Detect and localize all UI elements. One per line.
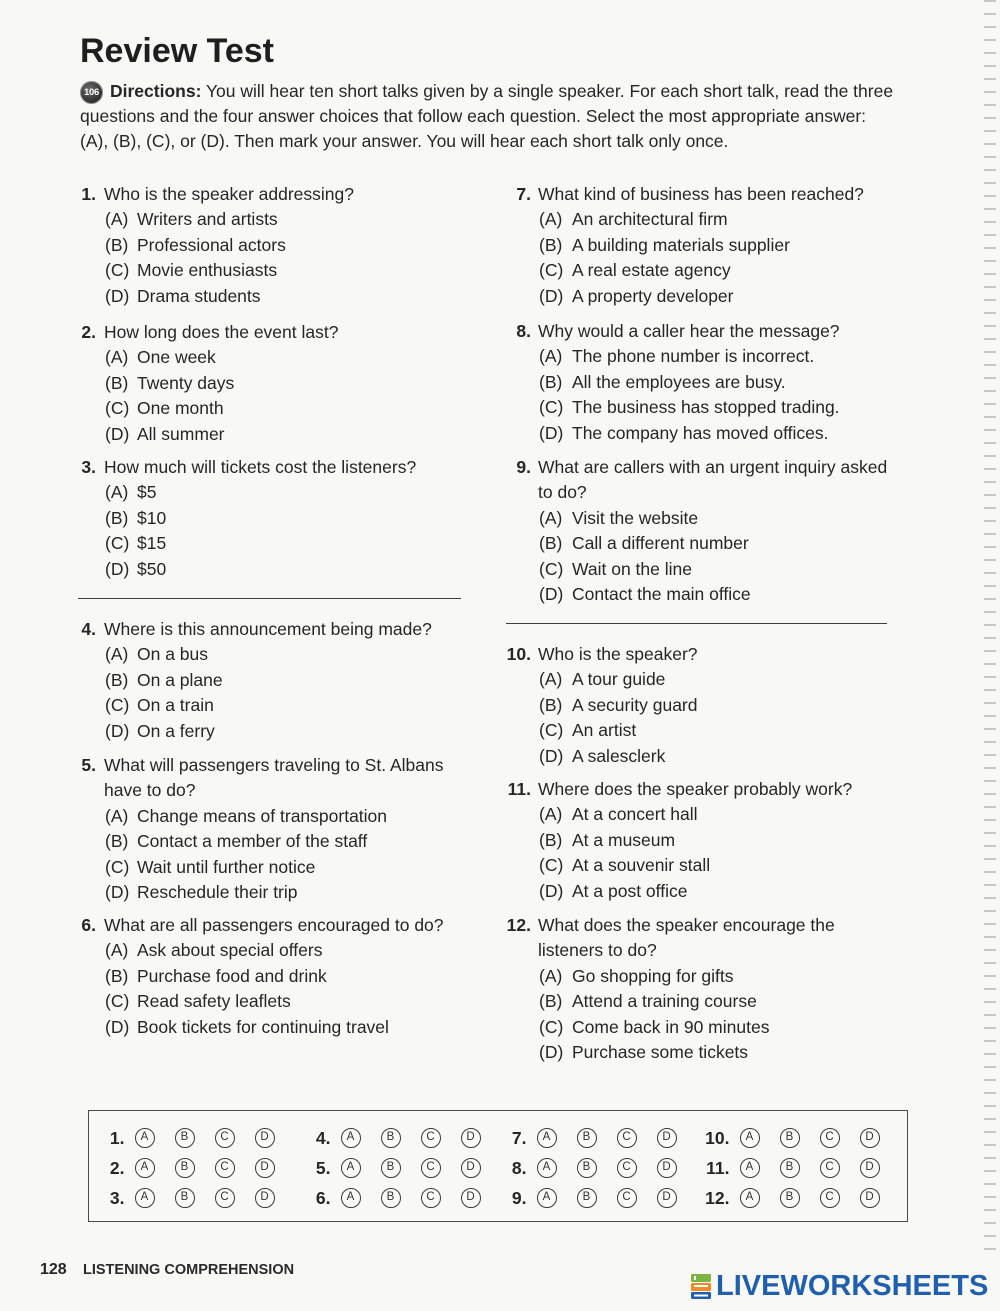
answer-number: 10. [705, 1127, 730, 1148]
option-letter: (A) [539, 965, 563, 986]
question-2 [56, 320, 480, 447]
option-letter: (C) [539, 855, 564, 876]
answer-number: 8. [511, 1157, 527, 1178]
option-text: The phone number is incorrect. [572, 346, 815, 367]
option-c [491, 718, 910, 743]
answer-item-8 [487, 1155, 717, 1181]
answer-number: 6. [315, 1187, 331, 1208]
question-number: 11. [507, 779, 531, 799]
option-text: Contact the main office [572, 584, 751, 604]
liveworksheets-logo-icon [690, 1273, 712, 1300]
option-c [56, 258, 480, 283]
option-letter: (C) [105, 533, 130, 554]
question-11 [491, 777, 910, 904]
option-a [56, 804, 480, 829]
option-text: A building materials supplier [572, 234, 790, 255]
option-letter: (A) [105, 209, 129, 230]
option-letter: (C) [105, 991, 130, 1012]
option-text: Purchase food and drink [137, 965, 327, 986]
answer-bubble-a[interactable]: A [537, 1188, 557, 1208]
directions-label: Directions: [110, 81, 202, 101]
option-letter: (C) [105, 260, 130, 281]
option-text: Reschedule their trip [137, 882, 298, 902]
option-letter: (B) [105, 234, 129, 255]
answer-bubble-b[interactable]: B [577, 1188, 597, 1208]
option-letter: (C) [539, 558, 564, 579]
question-5 [56, 753, 480, 905]
option-letter: (C) [105, 695, 130, 716]
answer-bubble-b[interactable]: B [381, 1128, 401, 1148]
question-text: What will passengers traveling to St. Albans [104, 755, 444, 775]
option-c [491, 853, 910, 878]
option-text: An artist [572, 720, 637, 741]
option-b [56, 506, 480, 531]
option-d [56, 284, 480, 309]
option-letter: (C) [539, 1016, 564, 1037]
option-letter: (B) [105, 669, 129, 690]
question-text: How much will tickets cost the listeners? [104, 457, 417, 477]
option-text: Wait until further notice [137, 856, 316, 877]
option-d [491, 1040, 910, 1065]
question-number: 1. [81, 184, 96, 204]
answer-bubble-c[interactable]: C [215, 1158, 235, 1178]
option-letter: (A) [539, 669, 563, 690]
question-9 [491, 455, 910, 607]
option-text: Contact a member of the staff [137, 831, 368, 852]
option-letter: (A) [539, 507, 563, 528]
answer-bubble-a[interactable]: A [740, 1188, 760, 1208]
question-3 [56, 455, 480, 582]
option-text: $50 [137, 558, 167, 579]
option-c [56, 693, 480, 718]
page-number: 128 [40, 1261, 67, 1278]
option-d [491, 582, 910, 607]
directions-text: You will hear ten short talks given by a single speaker. For each short talk, read the three [205, 81, 894, 101]
option-text: Movie enthusiasts [137, 260, 278, 281]
section-title: LISTENING COMPREHENSION [83, 1262, 295, 1278]
option-letter: (D) [105, 423, 130, 444]
directions-line-3: (A), (B), (C), or (D). Then mark your answer. You will hear each short talk only once. [80, 131, 729, 151]
question-number: 9. [516, 457, 531, 477]
answer-bubble-c[interactable]: C [617, 1128, 637, 1148]
question-8 [491, 319, 910, 446]
answer-bubble-c[interactable]: C [617, 1188, 637, 1208]
question-text: Where is this announcement being made? [104, 619, 432, 639]
option-d [56, 1015, 480, 1040]
question-1 [56, 182, 480, 309]
cd-track-icon [80, 81, 103, 104]
track-number: 106 [84, 87, 99, 98]
option-c [56, 989, 480, 1014]
option-text: On a train [137, 695, 214, 716]
answer-bubble-b[interactable]: B [381, 1158, 401, 1178]
directions-line-1 [110, 79, 893, 104]
answer-bubble-b[interactable]: B [577, 1158, 597, 1178]
option-text: One month [137, 398, 224, 419]
option-letter: (B) [105, 507, 129, 528]
answer-bubble-a[interactable]: A [341, 1188, 361, 1208]
option-letter: (B) [539, 234, 563, 255]
answer-bubble-a[interactable]: A [341, 1128, 361, 1148]
option-letter: (B) [539, 694, 563, 715]
answer-bubble-b[interactable]: B [175, 1128, 195, 1148]
answer-bubble-d[interactable]: D [255, 1188, 275, 1208]
answer-bubble-d[interactable]: D [461, 1158, 481, 1178]
option-text: Go shopping for gifts [572, 965, 734, 986]
section-divider [78, 598, 461, 599]
option-d [56, 422, 480, 447]
option-text: $5 [137, 482, 157, 503]
option-a [56, 207, 480, 232]
option-letter: (B) [105, 831, 129, 852]
answer-bubble-b[interactable]: B [175, 1158, 195, 1178]
option-b [56, 964, 480, 989]
option-text: Read safety leaflets [137, 991, 291, 1012]
option-text: A tour guide [572, 669, 666, 690]
answer-item-7 [487, 1125, 717, 1151]
option-b [491, 989, 910, 1014]
option-a [491, 667, 910, 692]
option-text: A salesclerk [572, 745, 666, 766]
option-a [491, 344, 910, 369]
answer-sheet [88, 1110, 908, 1222]
question-text: Who is the speaker? [538, 644, 698, 664]
answer-bubble-c[interactable]: C [820, 1158, 840, 1178]
answer-item-12 [690, 1185, 920, 1211]
option-c [56, 855, 480, 880]
question-text: listeners to do? [538, 940, 657, 961]
answer-number: 3. [109, 1187, 125, 1208]
option-a [56, 642, 480, 667]
answer-bubble-b[interactable]: B [780, 1158, 800, 1178]
question-4 [56, 617, 480, 744]
answer-number: 9. [511, 1187, 527, 1208]
answer-number: 11. [706, 1157, 730, 1178]
option-text: Writers and artists [137, 209, 278, 230]
page-title: Review Test [80, 32, 275, 70]
option-a [56, 480, 480, 505]
option-c [491, 258, 910, 283]
option-letter: (A) [105, 347, 129, 368]
answer-item-3 [85, 1185, 315, 1211]
option-letter: (B) [539, 829, 563, 850]
question-text: What are callers with an urgent inquiry asked [538, 457, 888, 477]
option-a [56, 345, 480, 370]
option-text: On a bus [137, 644, 209, 665]
option-letter: (B) [105, 965, 129, 986]
answer-bubble-d[interactable]: D [657, 1128, 677, 1148]
option-letter: (D) [539, 1042, 564, 1062]
option-letter: (C) [539, 720, 564, 741]
option-d [491, 284, 910, 309]
question-number: 4. [81, 619, 96, 639]
option-letter: (A) [105, 940, 129, 961]
answer-bubble-d[interactable]: D [860, 1128, 880, 1148]
option-text: On a ferry [137, 720, 215, 741]
option-text: Visit the website [572, 507, 699, 528]
question-number: 12. [506, 915, 531, 935]
answer-bubble-b[interactable]: B [577, 1128, 597, 1148]
option-text: $15 [137, 533, 167, 554]
question-number: 2. [81, 322, 96, 342]
answer-bubble-c[interactable]: C [215, 1128, 235, 1148]
option-b [491, 233, 910, 258]
answer-bubble-d[interactable]: D [255, 1128, 275, 1148]
option-text: Wait on the line [572, 558, 692, 579]
answer-bubble-a[interactable]: A [537, 1128, 557, 1148]
option-text: Purchase some tickets [572, 1042, 749, 1062]
answer-bubble-a[interactable]: A [740, 1128, 760, 1148]
option-text: Drama students [137, 285, 261, 306]
option-text: Come back in 90 minutes [572, 1016, 770, 1037]
option-b [491, 828, 910, 853]
answer-number: 7. [511, 1127, 527, 1148]
binding-edge [984, 0, 996, 1255]
answer-bubble-a[interactable]: A [135, 1128, 155, 1148]
option-letter: (A) [105, 482, 129, 503]
option-b [491, 693, 910, 718]
option-letter: (D) [105, 1016, 130, 1037]
question-number: 7. [516, 184, 531, 204]
question-text: Who is the speaker addressing? [104, 184, 354, 204]
liveworksheets-logo-text[interactable]: LIVEWORKSHEETS [716, 1270, 989, 1302]
option-d [491, 879, 910, 904]
question-6 [56, 913, 480, 1040]
option-letter: (D) [105, 558, 130, 579]
answer-number: 1. [109, 1127, 125, 1148]
question-number: 8. [516, 321, 531, 341]
option-letter: (A) [539, 346, 563, 367]
option-letter: (A) [539, 209, 563, 230]
option-letter: (D) [539, 422, 564, 443]
question-text: What does the speaker encourage the [538, 915, 835, 935]
option-letter: (D) [105, 720, 130, 741]
question-text: How long does the event last? [104, 322, 339, 342]
option-letter: (C) [539, 397, 564, 418]
option-c [491, 1015, 910, 1040]
option-text: A real estate agency [572, 260, 731, 281]
option-letter: (D) [539, 584, 564, 604]
option-text: A security guard [572, 694, 698, 715]
option-b [56, 668, 480, 693]
answer-bubble-c[interactable]: C [820, 1188, 840, 1208]
question-12 [491, 913, 910, 1065]
answer-bubble-a[interactable]: A [537, 1158, 557, 1178]
question-10 [491, 642, 910, 769]
question-text: Why would a caller hear the message? [538, 321, 840, 341]
option-d [491, 421, 910, 446]
answer-bubble-c[interactable]: C [617, 1158, 637, 1178]
option-c [56, 396, 480, 421]
answer-bubble-d[interactable]: D [657, 1188, 677, 1208]
question-text: to do? [538, 482, 587, 503]
answer-bubble-d[interactable]: D [860, 1188, 880, 1208]
question-text: What kind of business has been reached? [538, 184, 864, 204]
question-text: What are all passengers encouraged to do? [104, 915, 444, 935]
option-text: On a plane [137, 669, 223, 690]
option-letter: (A) [105, 805, 129, 826]
answer-bubble-d[interactable]: D [657, 1158, 677, 1178]
option-a [491, 207, 910, 232]
option-text: The company has moved offices. [572, 422, 829, 443]
answer-number: 12. [705, 1187, 730, 1208]
answer-bubble-c[interactable]: C [421, 1158, 441, 1178]
option-b [56, 371, 480, 396]
question-number: 6. [81, 915, 96, 935]
option-d [491, 744, 910, 769]
option-text: At a museum [572, 829, 676, 850]
option-letter: (D) [539, 880, 564, 901]
option-text: Professional actors [137, 234, 286, 255]
option-c [56, 531, 480, 556]
option-letter: (A) [105, 644, 129, 665]
option-letter: (D) [539, 285, 564, 306]
option-text: Twenty days [137, 372, 235, 393]
option-text: At a concert hall [572, 804, 698, 825]
answer-bubble-c[interactable]: C [421, 1188, 441, 1208]
option-text: Change means of transportation [137, 805, 388, 826]
option-text: Ask about special offers [137, 940, 323, 961]
option-letter: (D) [105, 882, 130, 902]
option-text: An architectural firm [572, 209, 728, 230]
directions-line-2: questions and the four answer choices that follow each question. Select the most appropriate answer: [80, 106, 867, 126]
option-letter: (D) [105, 285, 130, 306]
option-text: All summer [137, 423, 225, 444]
option-letter: (C) [105, 398, 130, 419]
answer-bubble-c[interactable]: C [215, 1188, 235, 1208]
answer-bubble-a[interactable]: A [135, 1158, 155, 1178]
option-b [491, 531, 910, 556]
question-7 [491, 182, 910, 309]
answer-bubble-b[interactable]: B [780, 1188, 800, 1208]
option-b [56, 829, 480, 854]
answer-item-10 [690, 1125, 920, 1151]
answer-bubble-a[interactable]: A [740, 1158, 760, 1178]
answer-item-1 [85, 1125, 315, 1151]
option-letter: (D) [539, 745, 564, 766]
option-d [56, 557, 480, 582]
question-number: 3. [81, 457, 96, 477]
option-letter: (B) [539, 533, 563, 554]
option-letter: (A) [539, 804, 563, 825]
option-text: A property developer [572, 285, 734, 306]
option-d [56, 719, 480, 744]
option-text: $10 [137, 507, 167, 528]
answer-bubble-b[interactable]: B [175, 1188, 195, 1208]
option-a [491, 506, 910, 531]
option-text: Book tickets for continuing travel [137, 1016, 389, 1037]
question-text: Where does the speaker probably work? [538, 779, 853, 799]
option-text: One week [137, 347, 216, 368]
answer-item-2 [85, 1155, 315, 1181]
option-d [56, 880, 480, 905]
option-text: All the employees are busy. [572, 371, 786, 392]
answer-number: 4. [315, 1127, 331, 1148]
answer-item-9 [487, 1185, 717, 1211]
option-c [491, 557, 910, 582]
answer-bubble-d[interactable]: D [860, 1158, 880, 1178]
answer-item-11 [690, 1155, 920, 1181]
option-text: Call a different number [572, 533, 749, 554]
option-a [491, 802, 910, 827]
question-text: have to do? [104, 780, 196, 801]
answer-number: 2. [109, 1157, 125, 1178]
option-a [56, 938, 480, 963]
option-text: Attend a training course [572, 991, 757, 1012]
answer-bubble-a[interactable]: A [135, 1188, 155, 1208]
option-b [56, 233, 480, 258]
answer-bubble-d[interactable]: D [461, 1188, 481, 1208]
answer-bubble-b[interactable]: B [381, 1188, 401, 1208]
section-divider [506, 623, 887, 624]
question-number: 5. [81, 755, 96, 775]
option-c [491, 395, 910, 420]
answer-bubble-a[interactable]: A [341, 1158, 361, 1178]
option-text: At a post office [572, 880, 688, 901]
option-letter: (C) [105, 856, 130, 877]
answer-bubble-c[interactable]: C [421, 1128, 441, 1148]
answer-bubble-d[interactable]: D [255, 1158, 275, 1178]
question-number: 10. [506, 644, 531, 664]
option-b [491, 370, 910, 395]
option-letter: (B) [539, 991, 563, 1012]
answer-bubble-c[interactable]: C [820, 1128, 840, 1148]
option-letter: (B) [105, 372, 129, 393]
option-text: The business has stopped trading. [572, 397, 840, 418]
option-letter: (B) [539, 371, 563, 392]
option-a [491, 964, 910, 989]
option-text: At a souvenir stall [572, 855, 711, 876]
answer-bubble-d[interactable]: D [461, 1128, 481, 1148]
option-letter: (C) [539, 260, 564, 281]
answer-bubble-b[interactable]: B [780, 1128, 800, 1148]
answer-number: 5. [315, 1157, 331, 1178]
